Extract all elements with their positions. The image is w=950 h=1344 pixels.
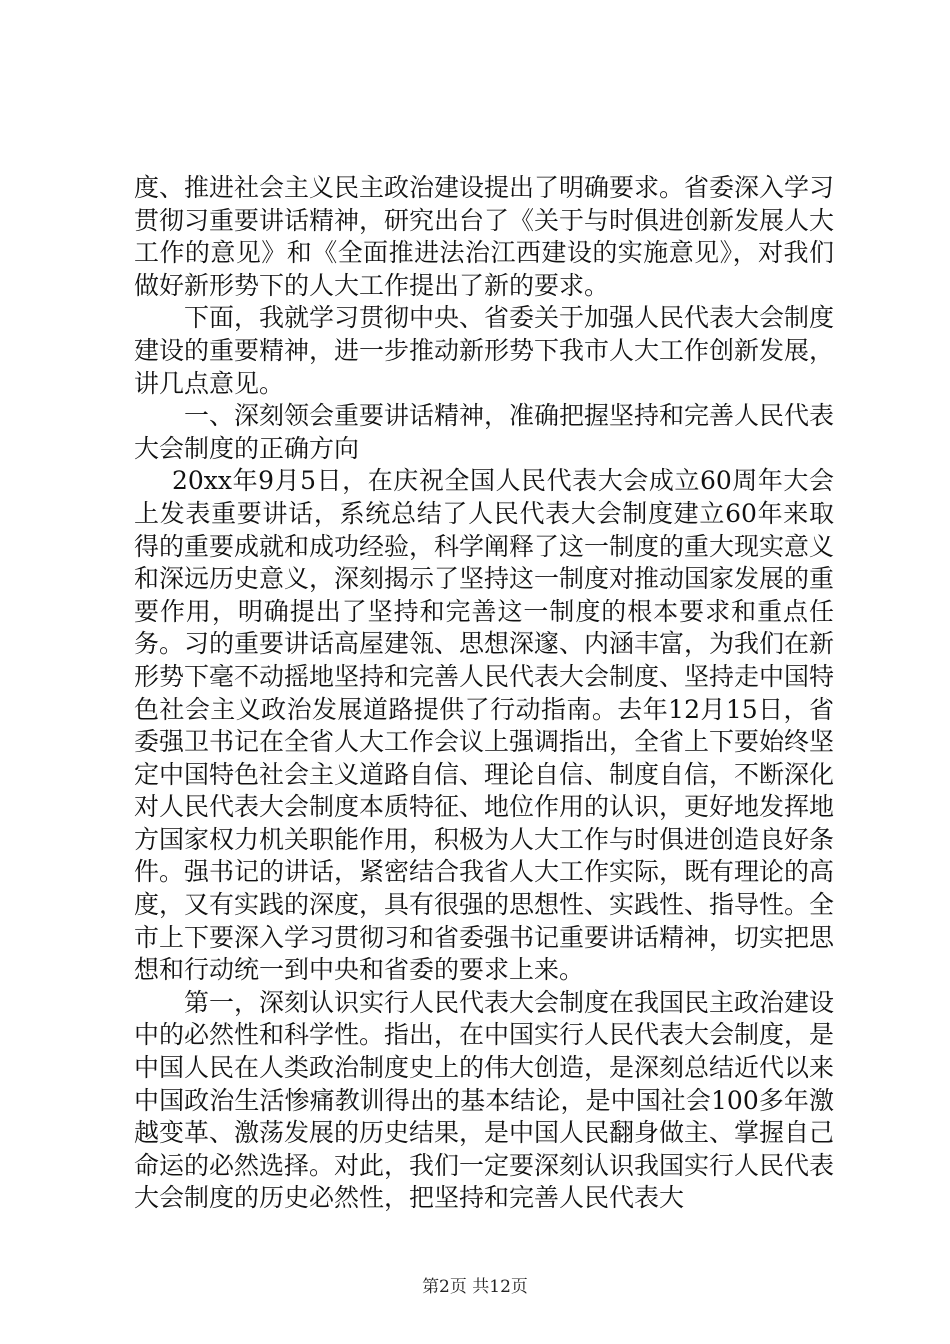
paragraph-intro: 下面，我就学习贯彻中央、省委关于加强人民代表大会制度建设的重要精神，进一步推动新形势下我市人大工作创新发展，讲几点意见。: [134, 303, 835, 398]
document-body: [134, 172, 834, 1215]
section-heading-1: 一、深刻领会重要讲话精神，准确把握坚持和完善人民代表大会制度的正确方向: [134, 401, 835, 463]
paragraph-speech-summary: 20xx年9月5日，在庆祝全国人民代表大会成立60周年大会上发表重要讲话，系统总结了人民代表大会制度建立60年来取得的重要成就和成功经验，科学阐释了这一制度的重大现实意义和深远历史意义，深刻揭示了坚持这一制度对推动国家发展的重要作用，明确提出了坚持和完善这一制度的根本要求和重点任务。习的重要讲话高屋建瓴、思想深邃、内涵丰富，为我们在新形势下毫不动摇地坚持和完善人民代表大会制度、坚持走中国特色社会主义政治发展道路提供了行动指南。去年12月15日，省委强卫书记在全省人大工作会议上强调指出，全省上下要始终坚定中国特色社会主义道路自信、理论自信、制度自信，不断深化对人民代表大会制度本质特征、地位作用的认识，更好地发挥地方国家权力机关职能作用，积极为人大工作与时俱进创造良好条件。强书记的讲话，紧密结合我省人大工作实际，既有理论的高度，又有实践的深度，具有很强的思想性、实践性、指导性。全市上下要深入学习贯彻习和省委强书记重要讲话精神，切实把思想和行动统一到中央和省委的要求上来。: [134, 466, 835, 985]
paragraph-continuation: 度、推进社会主义民主政治建设提出了明确要求。省委深入学习贯彻习重要讲话精神，研究出台了《关于与时俱进创新发展人大工作的意见》和《全面推进法治江西建设的实施意见》，对我们做好新形势下的人大工作提出了新的要求。: [134, 173, 835, 300]
page-number-footer: 第2页 共12页: [422, 1277, 528, 1297]
paragraph-point-1: 第一，深刻认识实行人民代表大会制度在我国民主政治建设中的必然性和科学性。指出，在中国实行人民代表大会制度，是中国人民在人类政治制度史上的伟大创造，是深刻总结近代以来中国政治生活惨痛教训得出的基本结论，是中国社会100多年激越变革、激荡发展的历史结果，是中国人民翻身做主、掌握自己命运的必然选择。对此，我们一定要深刻认识我国实行人民代表大会制度的历史必然性，把坚持和完善人民代表大: [134, 987, 835, 1213]
